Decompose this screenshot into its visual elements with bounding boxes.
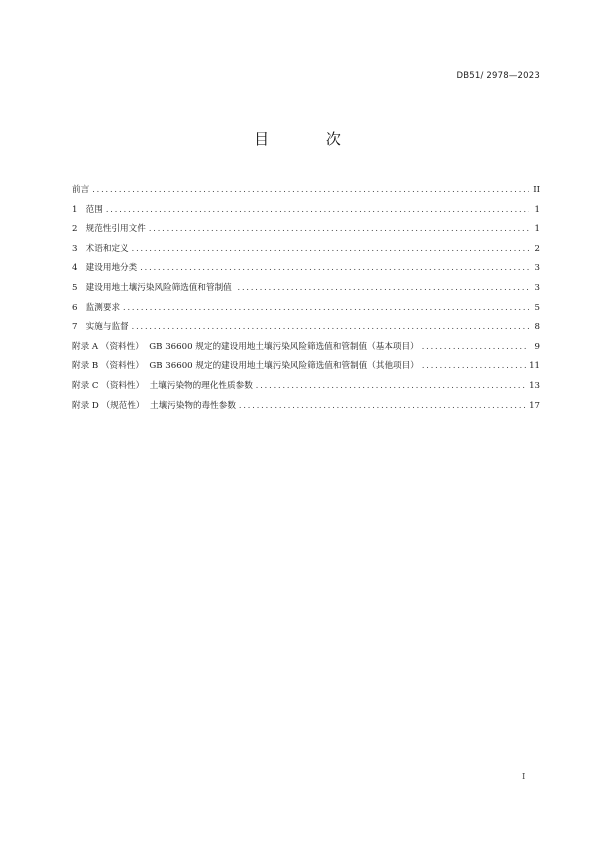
toc-entry-label: 附录 D （规范性） 土壤污染物的毒性参数 xyxy=(72,400,236,411)
toc-entry-label: 附录 B （资料性） GB 36600 规定的建设用地土壤污染风险筛选值和管制值（其他项目） xyxy=(72,361,419,372)
toc-dot-leader xyxy=(123,298,529,318)
toc-entry-page: 2 xyxy=(534,243,540,254)
toc-entry-page: 1 xyxy=(534,204,540,215)
toc-dot-leader xyxy=(256,376,526,396)
toc-entry-screening-values[interactable] xyxy=(72,278,540,298)
toc-dot-leader xyxy=(106,200,529,220)
toc-entry-page: 1 xyxy=(534,224,540,235)
toc-dot-leader xyxy=(140,258,529,278)
toc-dot-leader xyxy=(92,180,529,200)
toc-entry-page: 11 xyxy=(529,361,540,372)
toc-entry-label: 附录 C （资料性） 土壤污染物的理化性质参数 xyxy=(72,380,253,391)
toc-dot-leader xyxy=(132,239,529,259)
toc-dot-leader xyxy=(239,396,526,416)
toc-entry-land-classification[interactable] xyxy=(72,258,540,278)
toc-entry-page: 5 xyxy=(534,302,540,313)
toc-entry-appendix-d[interactable] xyxy=(72,396,540,416)
toc-entry-label: 1 范围 xyxy=(72,204,103,215)
toc-entry-label: 5 建设用地土壤污染风险筛选值和管制值 xyxy=(72,282,235,293)
table-of-contents xyxy=(72,180,540,415)
toc-entry-label: 7 实施与监督 xyxy=(72,322,129,333)
toc-entry-terms-definitions[interactable] xyxy=(72,239,540,259)
toc-entry-page: 9 xyxy=(534,341,540,352)
toc-dot-leader xyxy=(422,337,529,357)
toc-entry-label: 6 监测要求 xyxy=(72,302,121,313)
toc-entry-appendix-c[interactable] xyxy=(72,376,540,396)
toc-entry-page: 17 xyxy=(529,400,540,411)
toc-dot-leader xyxy=(149,219,529,239)
toc-entry-scope[interactable] xyxy=(72,200,540,220)
toc-entry-label: 附录 A （资料性） GB 36600 规定的建设用地土壤污染风险筛选值和管制值（基本项目） xyxy=(72,341,419,352)
toc-entry-page: 3 xyxy=(534,263,540,274)
toc-entry-page: 13 xyxy=(529,380,540,391)
standard-code: DB51/ 2978—2023 xyxy=(456,71,540,81)
toc-entry-appendix-a[interactable] xyxy=(72,337,540,357)
toc-entry-label: 2 规范性引用文件 xyxy=(72,224,146,235)
page-number: I xyxy=(522,772,526,782)
toc-dot-leader xyxy=(238,278,530,298)
toc-entry-normative-references[interactable] xyxy=(72,219,540,239)
toc-entry-label: 前言 xyxy=(72,185,90,195)
toc-entry-foreword[interactable] xyxy=(72,180,540,200)
toc-entry-label: 3 术语和定义 xyxy=(72,243,129,254)
toc-entry-implementation-supervision[interactable] xyxy=(72,317,540,337)
toc-entry-appendix-b[interactable] xyxy=(72,356,540,376)
toc-dot-leader xyxy=(422,356,526,376)
toc-entry-page: 8 xyxy=(534,322,540,333)
toc-entry-monitoring-requirements[interactable] xyxy=(72,298,540,318)
toc-entry-page: 3 xyxy=(534,282,540,293)
toc-entry-page: II xyxy=(533,185,540,195)
toc-entry-label: 4 建设用地分类 xyxy=(72,263,138,274)
toc-dot-leader xyxy=(132,317,529,337)
page-title: 目 次 xyxy=(254,130,367,148)
